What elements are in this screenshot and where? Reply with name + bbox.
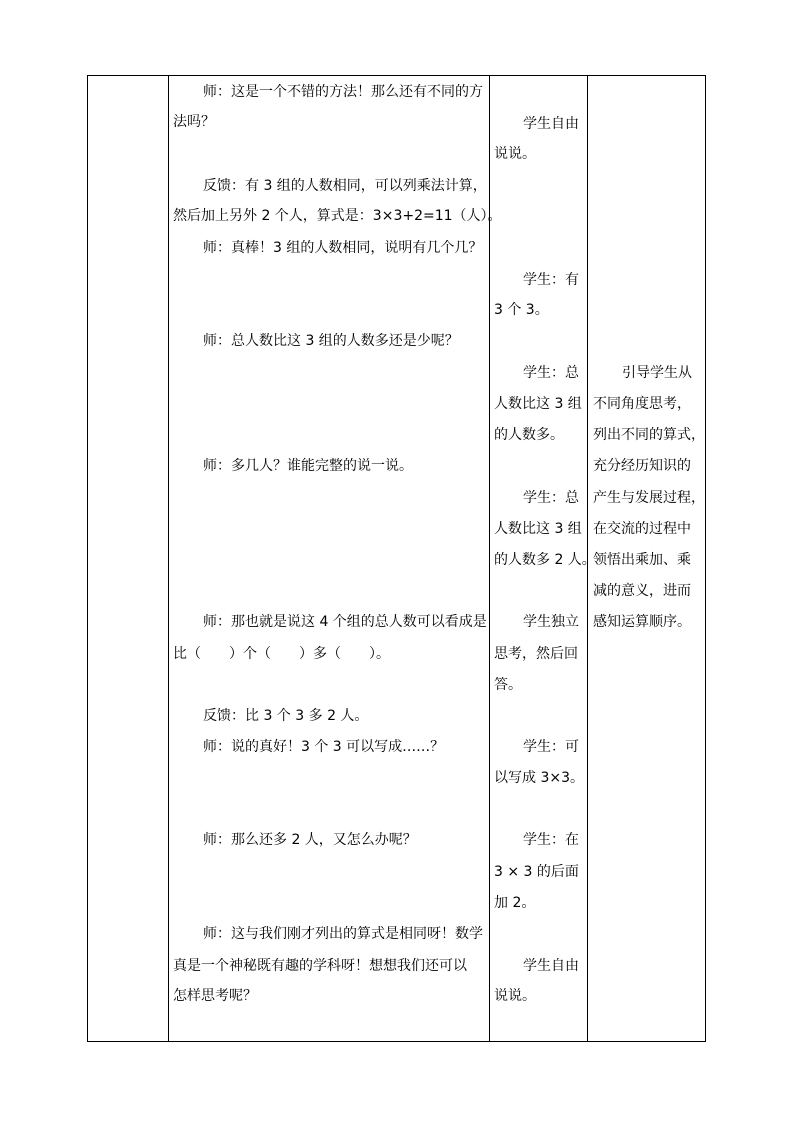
student-line: 的人数多 2 人。 bbox=[494, 552, 596, 568]
student-line: 学生：有 bbox=[523, 272, 579, 288]
intent-line: 在交流的过程中 bbox=[593, 521, 691, 537]
teacher-line: 师：那也就是说这 4 个组的总人数可以看成是 bbox=[203, 614, 487, 630]
student-line: 3 × 3 的后面 bbox=[494, 864, 579, 880]
student-line: 人数比这 3 组 bbox=[494, 396, 582, 412]
student-line: 以写成 3×3。 bbox=[494, 770, 584, 786]
student-line: 思考，然后回 bbox=[494, 646, 578, 662]
teacher-line: 反馈：比 3 个 3 多 2 人。 bbox=[203, 708, 369, 724]
intent-line: 领悟出乘加、乘 bbox=[593, 552, 691, 568]
student-line: 3 个 3。 bbox=[494, 302, 549, 318]
student-line: 学生：可 bbox=[523, 739, 579, 755]
student-line: 学生独立 bbox=[523, 614, 579, 630]
teacher-line: 师：这是一个不错的方法！那么还有不同的方 bbox=[203, 84, 483, 100]
teacher-line: 师：那么还多 2 人，又怎么办呢？ bbox=[203, 832, 417, 848]
intent-line: 产生与发展过程， bbox=[593, 490, 705, 506]
student-line: 学生：总 bbox=[523, 490, 579, 506]
student-line: 人数比这 3 组 bbox=[494, 521, 582, 537]
teacher-line: 师：真棒！3 组的人数相同，说明有几个几？ bbox=[203, 240, 483, 256]
column-divider bbox=[168, 76, 169, 1041]
teacher-line: 反馈：有 3 组的人数相同，可以列乘法计算， bbox=[203, 178, 487, 194]
teacher-line: 师：说的真好！3 个 3 可以写成……？ bbox=[203, 739, 445, 755]
student-line: 加 2。 bbox=[494, 895, 536, 911]
student-line: 学生：总 bbox=[523, 365, 579, 381]
intent-line: 充分经历知识的 bbox=[593, 458, 691, 474]
student-line: 答。 bbox=[494, 677, 522, 693]
intent-line: 列出不同的算式， bbox=[593, 427, 705, 443]
student-line: 的人数多。 bbox=[494, 427, 564, 443]
teacher-line: 师：多几人？谁能完整的说一说。 bbox=[203, 458, 413, 474]
student-line: 学生自由 bbox=[523, 958, 579, 974]
teacher-line: 比（ ）个（ ）多（ ）。 bbox=[173, 646, 390, 662]
teacher-line: 师：总人数比这 3 组的人数多还是少呢？ bbox=[203, 333, 459, 349]
intent-line: 引导学生从 bbox=[622, 365, 692, 381]
teacher-line: 怎样思考呢？ bbox=[173, 988, 257, 1004]
intent-line: 减的意义，进而 bbox=[593, 583, 691, 599]
student-line: 说说。 bbox=[494, 988, 536, 1004]
student-line: 学生：在 bbox=[523, 832, 579, 848]
student-line: 说说。 bbox=[494, 146, 536, 162]
intent-line: 感知运算顺序。 bbox=[593, 614, 691, 630]
student-line: 学生自由 bbox=[523, 116, 579, 132]
intent-line: 不同角度思考， bbox=[593, 396, 691, 412]
teacher-line: 真是一个神秘既有趣的学科呀！想想我们还可以 bbox=[173, 958, 467, 974]
teacher-line: 法吗？ bbox=[173, 114, 215, 130]
teacher-line: 师：这与我们刚才列出的算式是相同呀！数学 bbox=[203, 926, 483, 942]
teacher-line: 然后加上另外 2 个人，算式是：3×3+2=11（人）。 bbox=[173, 208, 502, 224]
